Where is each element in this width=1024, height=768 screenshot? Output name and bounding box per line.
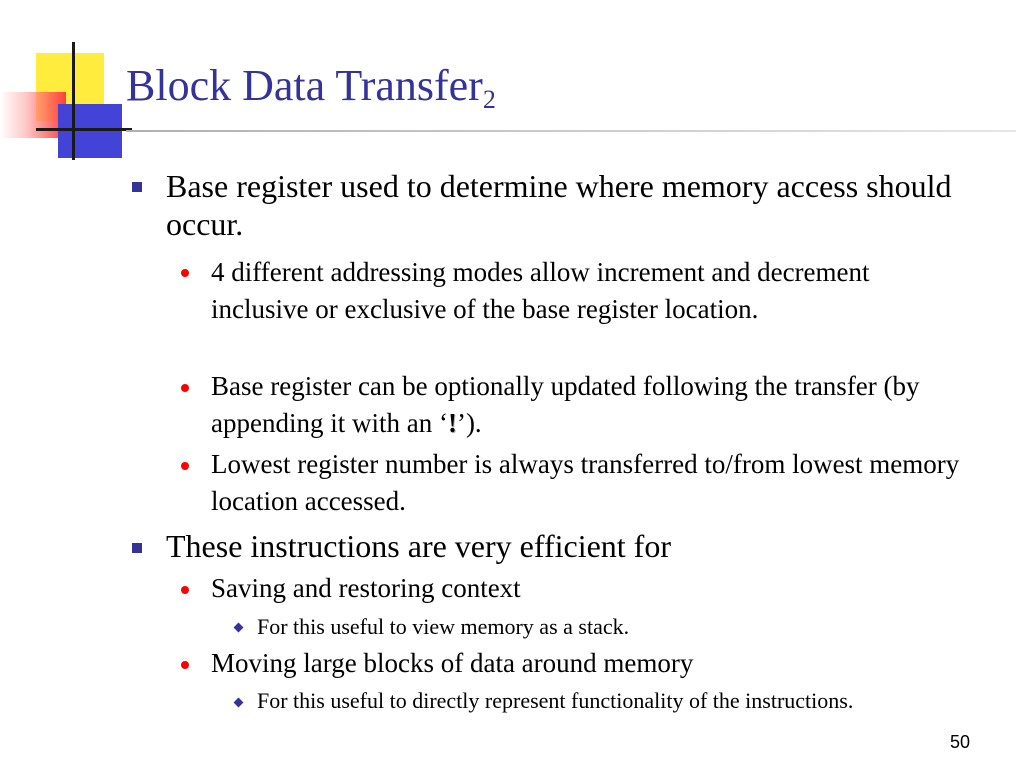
logo-vertical-line bbox=[72, 42, 75, 160]
slide-title bbox=[126, 61, 496, 114]
bullet-lowest-register: Lowest register number is always transferred to/from lowest memory location accessed. bbox=[211, 449, 960, 516]
bullet-base-register-update bbox=[211, 368, 971, 442]
bullet-text-prefix: Base register can be optionally updated following the transfer (by appending it with an ‘ bbox=[211, 371, 920, 438]
bullet-addressing-modes: 4 different addressing modes allow increment and decrement inclusive or exclusive of the base register location. bbox=[211, 257, 870, 324]
dot-bullet-icon bbox=[181, 462, 189, 470]
dot-bullet-icon bbox=[181, 269, 189, 277]
logo-horizontal-line bbox=[36, 128, 132, 131]
dot-bullet-icon bbox=[181, 661, 189, 669]
bullet-memory-stack: For this useful to view memory as a stack. bbox=[257, 614, 630, 639]
dot-bullet-icon bbox=[181, 384, 189, 392]
diamond-bullet-icon bbox=[234, 698, 244, 708]
exclamation-symbol: ! bbox=[447, 408, 457, 438]
slide-title-text: Block Data Transfer bbox=[126, 61, 483, 110]
bullet-efficient-instructions: These instructions are very efficient for bbox=[166, 528, 671, 564]
square-bullet-icon bbox=[132, 543, 142, 553]
bullet-represent-functionality: For this useful to directly represent functionality of the instructions. bbox=[257, 688, 854, 713]
dot-bullet-icon bbox=[181, 586, 189, 594]
logo-red-square bbox=[0, 92, 66, 138]
bullet-base-register: Base register used to determine where memory access should occur. bbox=[166, 168, 952, 242]
diamond-bullet-icon bbox=[234, 623, 244, 633]
bullet-saving-context: Saving and restoring context bbox=[211, 573, 521, 603]
decorative-logo bbox=[0, 0, 140, 170]
slide-title-subscript: 2 bbox=[482, 85, 496, 114]
page-number: 50 bbox=[949, 732, 970, 752]
bullet-moving-blocks: Moving large blocks of data around memory bbox=[211, 648, 694, 678]
square-bullet-icon bbox=[132, 182, 142, 192]
bullet-text-suffix: ’). bbox=[456, 408, 482, 438]
logo-blue-square bbox=[58, 104, 122, 158]
title-divider bbox=[126, 130, 1016, 132]
